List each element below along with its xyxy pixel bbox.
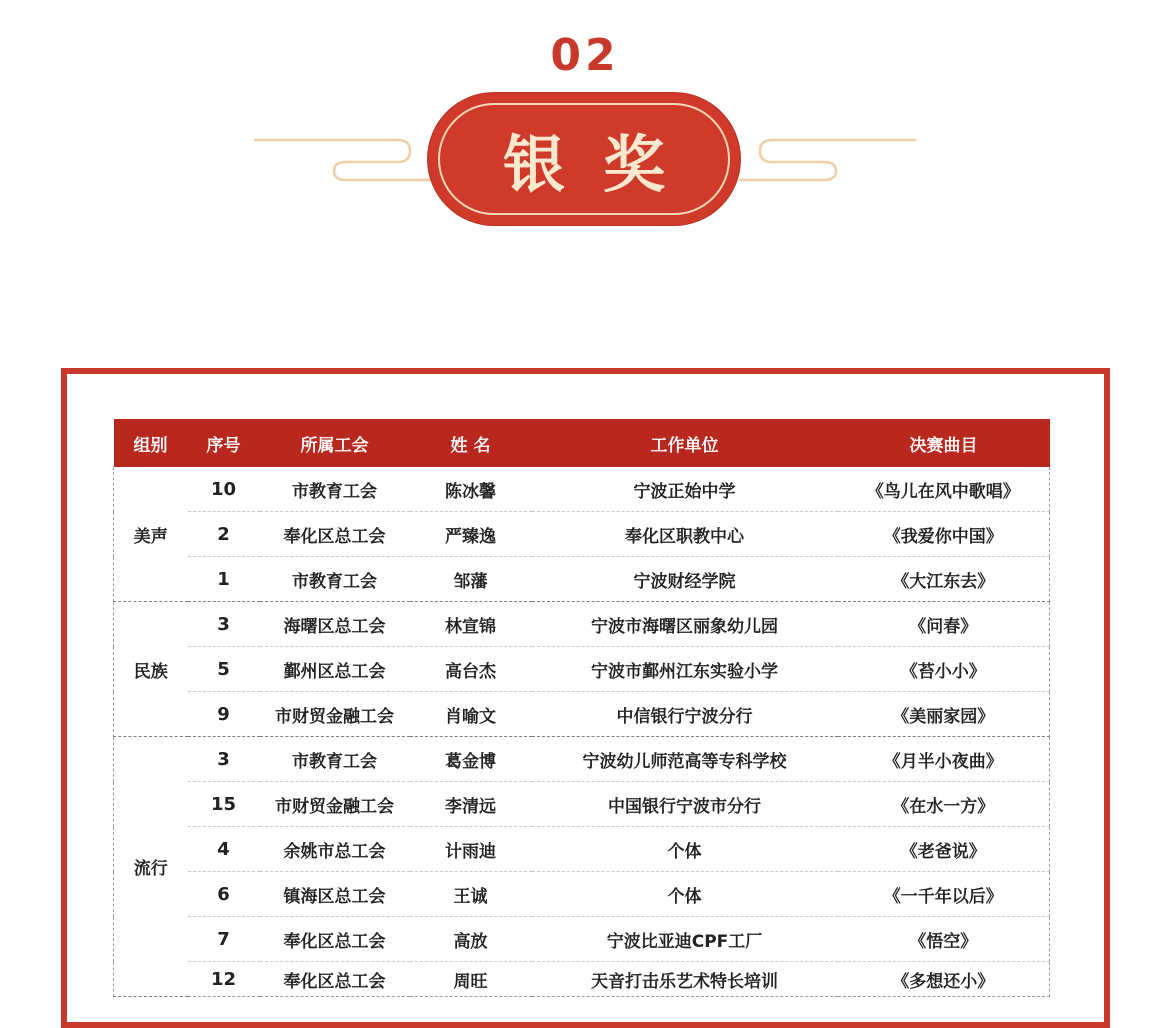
- cell-song: 《在水一方》: [838, 782, 1050, 827]
- cell-song: 《我爱你中国》: [838, 512, 1050, 557]
- cell-song: 《月半小夜曲》: [838, 737, 1050, 782]
- cell-song: 《大江东去》: [838, 557, 1050, 602]
- header-row: [114, 419, 1050, 467]
- cell-name: 葛金博: [410, 737, 532, 782]
- cell-unit: 中信银行宁波分行: [532, 692, 838, 737]
- cell-index: 1: [188, 557, 260, 602]
- cell-name: 严臻逸: [410, 512, 532, 557]
- cell-union: 鄞州区总工会: [260, 647, 410, 692]
- table-row: [114, 467, 1050, 512]
- cell-index: 4: [188, 827, 260, 872]
- cell-union: 海曙区总工会: [260, 602, 410, 647]
- group-cell: 流行: [114, 737, 188, 997]
- cell-name: 计雨迪: [410, 827, 532, 872]
- cell-union: 市财贸金融工会: [260, 692, 410, 737]
- results-table: [113, 419, 1050, 997]
- column-header-name: 姓 名: [410, 419, 532, 467]
- column-header-union: 所属工会: [260, 419, 410, 467]
- cell-unit: 宁波正始中学: [532, 467, 838, 512]
- cell-unit: 宁波比亚迪CPF工厂: [532, 917, 838, 962]
- cell-name: 高台杰: [410, 647, 532, 692]
- column-header-group: 组别: [114, 419, 188, 467]
- award-badge-inner-border: [438, 103, 730, 215]
- cell-index: 3: [188, 602, 260, 647]
- cell-index: 7: [188, 917, 260, 962]
- cell-unit: 奉化区职教中心: [532, 512, 838, 557]
- cell-song: 《鸟儿在风中歌唱》: [838, 467, 1050, 512]
- table-row: [114, 602, 1050, 647]
- cell-index: 5: [188, 647, 260, 692]
- table-row: [114, 872, 1050, 917]
- cell-name: 李清远: [410, 782, 532, 827]
- results-table-body: [114, 467, 1050, 997]
- cell-index: 15: [188, 782, 260, 827]
- cell-union: 市财贸金融工会: [260, 782, 410, 827]
- column-header-unit: 工作单位: [532, 419, 838, 467]
- cell-unit: 中国银行宁波市分行: [532, 782, 838, 827]
- cell-union: 市教育工会: [260, 467, 410, 512]
- table-row: [114, 917, 1050, 962]
- cell-index: 10: [188, 467, 260, 512]
- cell-index: 6: [188, 872, 260, 917]
- cell-song: 《苔小小》: [838, 647, 1050, 692]
- cell-name: 周旺: [410, 962, 532, 997]
- table-row: [114, 557, 1050, 602]
- cell-unit: 个体: [532, 827, 838, 872]
- results-table-header: [114, 419, 1050, 467]
- cell-name: 陈冰馨: [410, 467, 532, 512]
- cell-union: 余姚市总工会: [260, 827, 410, 872]
- cell-unit: 宁波市海曙区丽象幼儿园: [532, 602, 838, 647]
- cell-name: 邹藩: [410, 557, 532, 602]
- cell-union: 镇海区总工会: [260, 872, 410, 917]
- table-row: [114, 962, 1050, 997]
- cell-index: 3: [188, 737, 260, 782]
- cell-union: 市教育工会: [260, 737, 410, 782]
- cell-song: 《美丽家园》: [838, 692, 1050, 737]
- cell-union: 奉化区总工会: [260, 962, 410, 997]
- cell-index: 9: [188, 692, 260, 737]
- cell-union: 奉化区总工会: [260, 917, 410, 962]
- table-row: [114, 737, 1050, 782]
- cell-name: 高放: [410, 917, 532, 962]
- cell-unit: 宁波财经学院: [532, 557, 838, 602]
- table-row: [114, 827, 1050, 872]
- cell-union: 市教育工会: [260, 557, 410, 602]
- cell-index: 12: [188, 962, 260, 997]
- cell-unit: 个体: [532, 872, 838, 917]
- table-row: [114, 782, 1050, 827]
- column-header-index: 序号: [188, 419, 260, 467]
- cell-name: 肖喻文: [410, 692, 532, 737]
- cell-union: 奉化区总工会: [260, 512, 410, 557]
- cell-index: 2: [188, 512, 260, 557]
- table-row: [114, 692, 1050, 737]
- cell-song: 《悟空》: [838, 917, 1050, 962]
- cell-song: 《多想还小》: [838, 962, 1050, 997]
- group-cell: 美声: [114, 467, 188, 602]
- cell-unit: 宁波市鄞州江东实验小学: [532, 647, 838, 692]
- cell-unit: 天音打击乐艺术特长培训: [532, 962, 838, 997]
- award-badge: [428, 93, 740, 225]
- cell-unit: 宁波幼儿师范高等专科学校: [532, 737, 838, 782]
- cell-song: 《一千年以后》: [838, 872, 1050, 917]
- award-number: 02: [550, 30, 620, 81]
- cell-song: 《老爸说》: [838, 827, 1050, 872]
- group-cell: 民族: [114, 602, 188, 737]
- cell-song: 《问春》: [838, 602, 1050, 647]
- cell-name: 王诚: [410, 872, 532, 917]
- column-header-song: 决赛曲目: [838, 419, 1050, 467]
- table-row: [114, 647, 1050, 692]
- table-row: [114, 512, 1050, 557]
- cell-name: 林宣锦: [410, 602, 532, 647]
- award-title: 银奖: [502, 127, 703, 201]
